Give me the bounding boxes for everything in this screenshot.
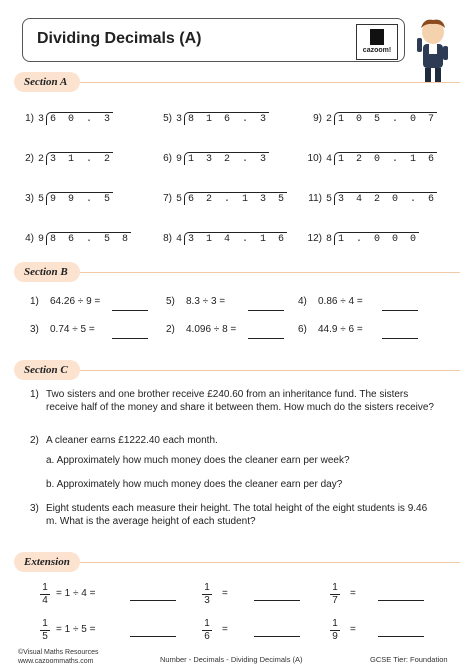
question-number: 2) (25, 153, 34, 164)
question-expression: 4.096 ÷ 8 = (186, 324, 237, 335)
extension-expression: = (350, 588, 356, 599)
answer-blank[interactable] (254, 628, 300, 637)
logo-text: cazoom! (362, 47, 392, 54)
page-title: Dividing Decimals (A) (37, 30, 202, 47)
divisor: 5 (326, 194, 333, 205)
answer-blank[interactable] (112, 328, 148, 339)
divisor: 5 (176, 194, 183, 205)
extension-expression: = 1 ÷ 4 = (56, 588, 96, 599)
answer-blank[interactable] (130, 628, 176, 637)
long-division-item (300, 192, 437, 205)
long-division-item (12, 232, 131, 245)
section-b-label: Section B (14, 262, 80, 282)
answer-blank[interactable] (248, 300, 284, 311)
section-a-divider (80, 82, 460, 83)
question-number: 1) (25, 113, 34, 124)
answer-blank[interactable] (382, 328, 418, 339)
division-question (298, 324, 363, 335)
denominator: 3 (204, 595, 210, 606)
section-a-label: Section A (14, 72, 80, 92)
long-division-item (12, 112, 113, 125)
fraction (40, 618, 50, 643)
question-number: 3) (30, 324, 39, 335)
denominator: 6 (204, 631, 210, 642)
numerator: 1 (40, 618, 50, 631)
divisor: 4 (176, 234, 183, 245)
question-c1: 1) Two sisters and one brother receive £240.60 from an inheritance fund. The sisters receive half of the money and share it between them. How much do the sisters receive? (30, 389, 434, 413)
question-c2a: a. Approximately how much money does the cleaner earn per week? (46, 455, 350, 466)
divisor: 9 (176, 154, 183, 165)
long-division-item (300, 152, 437, 165)
question-number: 6) (163, 153, 172, 164)
question-expression: 8.3 ÷ 3 = (186, 296, 226, 307)
extension-expression: = (350, 624, 356, 635)
answer-blank[interactable] (382, 300, 418, 311)
cazoom-logo (356, 24, 398, 60)
long-division-item (150, 192, 287, 205)
long-division-item (12, 192, 113, 205)
footer-url: www.cazoommaths.com (18, 658, 94, 665)
fraction (330, 618, 340, 643)
divisor: 9 (38, 234, 45, 245)
footer-right: GCSE Tier: Foundation (370, 655, 448, 664)
fraction (202, 582, 212, 607)
question-number: 4) (298, 296, 307, 307)
dividend: 9 9 . 5 (46, 192, 113, 205)
question-number: 5) (163, 113, 172, 124)
divisor: 3 (38, 114, 45, 125)
denominator: 9 (332, 631, 338, 642)
footer-copyright: ©Visual Maths Resources (18, 649, 99, 656)
answer-blank[interactable] (248, 328, 284, 339)
dividend: 1 . 0 0 0 (334, 232, 419, 245)
fraction (202, 618, 212, 643)
divisor: 5 (38, 194, 45, 205)
dividend: 8 1 6 . 3 (184, 112, 269, 125)
division-question (166, 296, 225, 307)
divisor: 8 (326, 234, 333, 245)
question-number: 5) (166, 296, 175, 307)
dividend: 8 6 . 5 8 (46, 232, 131, 245)
question-expression: 0.86 ÷ 4 = (318, 296, 363, 307)
long-division-item (150, 232, 287, 245)
answer-blank[interactable] (130, 592, 176, 601)
extension-label: Extension (14, 552, 80, 572)
question-number: 2) (166, 324, 175, 335)
dividend: 1 3 2 . 3 (184, 152, 269, 165)
extension-expression: = 1 ÷ 5 = (56, 624, 96, 635)
dividend: 6 2 . 1 3 5 (184, 192, 287, 205)
section-c-divider (80, 370, 460, 371)
logo-mark-icon (370, 29, 384, 45)
division-question (166, 324, 236, 335)
fraction (330, 582, 340, 607)
question-expression: 0.74 ÷ 5 = (50, 324, 95, 335)
denominator: 4 (42, 595, 48, 606)
divisor: 3 (176, 114, 183, 125)
division-question (30, 296, 100, 307)
divisor: 2 (326, 114, 333, 125)
question-c3: 3) Eight students each measure their height. The total height of the eight students is 9.46 m. What is the average height of each student? (30, 503, 428, 527)
long-division-item (150, 112, 269, 125)
dividend: 1 2 0 . 1 6 (334, 152, 437, 165)
long-division-item (12, 152, 113, 165)
long-division-item (300, 232, 419, 245)
extension-expression: = (222, 588, 228, 599)
division-question (298, 296, 363, 307)
numerator: 1 (40, 582, 50, 595)
divisor: 4 (326, 154, 333, 165)
footer-left (18, 648, 99, 666)
title-box (22, 18, 405, 62)
mascot-image (410, 18, 456, 84)
answer-blank[interactable] (378, 628, 424, 637)
numerator: 1 (330, 618, 340, 631)
extension-expression: = (222, 624, 228, 635)
dividend: 3 1 4 . 1 6 (184, 232, 287, 245)
question-c2: 2) A cleaner earns £1222.40 each month. (30, 435, 218, 446)
question-c2b: b. Approximately how much money does the cleaner earn per day? (46, 479, 343, 490)
denominator: 5 (42, 631, 48, 642)
fraction (40, 582, 50, 607)
dividend: 3 4 2 0 . 6 (334, 192, 437, 205)
dividend: 6 0 . 3 (46, 112, 113, 125)
question-number: 6) (298, 324, 307, 335)
question-number: 12) (307, 233, 322, 244)
numerator: 1 (202, 618, 212, 631)
section-b-divider (80, 272, 460, 273)
dividend: 1 0 5 . 0 7 (334, 112, 437, 125)
question-expression: 64.26 ÷ 9 = (50, 296, 101, 307)
division-question (30, 324, 95, 335)
extension-divider (80, 562, 460, 563)
question-number: 10) (307, 153, 322, 164)
question-number: 9) (313, 113, 322, 124)
question-number: 8) (163, 233, 172, 244)
long-division-item (150, 152, 269, 165)
answer-blank[interactable] (378, 592, 424, 601)
numerator: 1 (202, 582, 212, 595)
footer-center: Number - Decimals - Dividing Decimals (A) (160, 655, 303, 664)
long-division-item (300, 112, 437, 125)
section-c-label: Section C (14, 360, 80, 380)
question-number: 11) (308, 193, 322, 204)
question-number: 1) (30, 296, 39, 307)
question-number: 4) (25, 233, 34, 244)
divisor: 2 (38, 154, 45, 165)
question-number: 3) (25, 193, 34, 204)
answer-blank[interactable] (254, 592, 300, 601)
denominator: 7 (332, 595, 338, 606)
dividend: 3 1 . 2 (46, 152, 113, 165)
question-number: 7) (163, 193, 172, 204)
numerator: 1 (330, 582, 340, 595)
question-expression: 44.9 ÷ 6 = (318, 324, 363, 335)
answer-blank[interactable] (112, 300, 148, 311)
